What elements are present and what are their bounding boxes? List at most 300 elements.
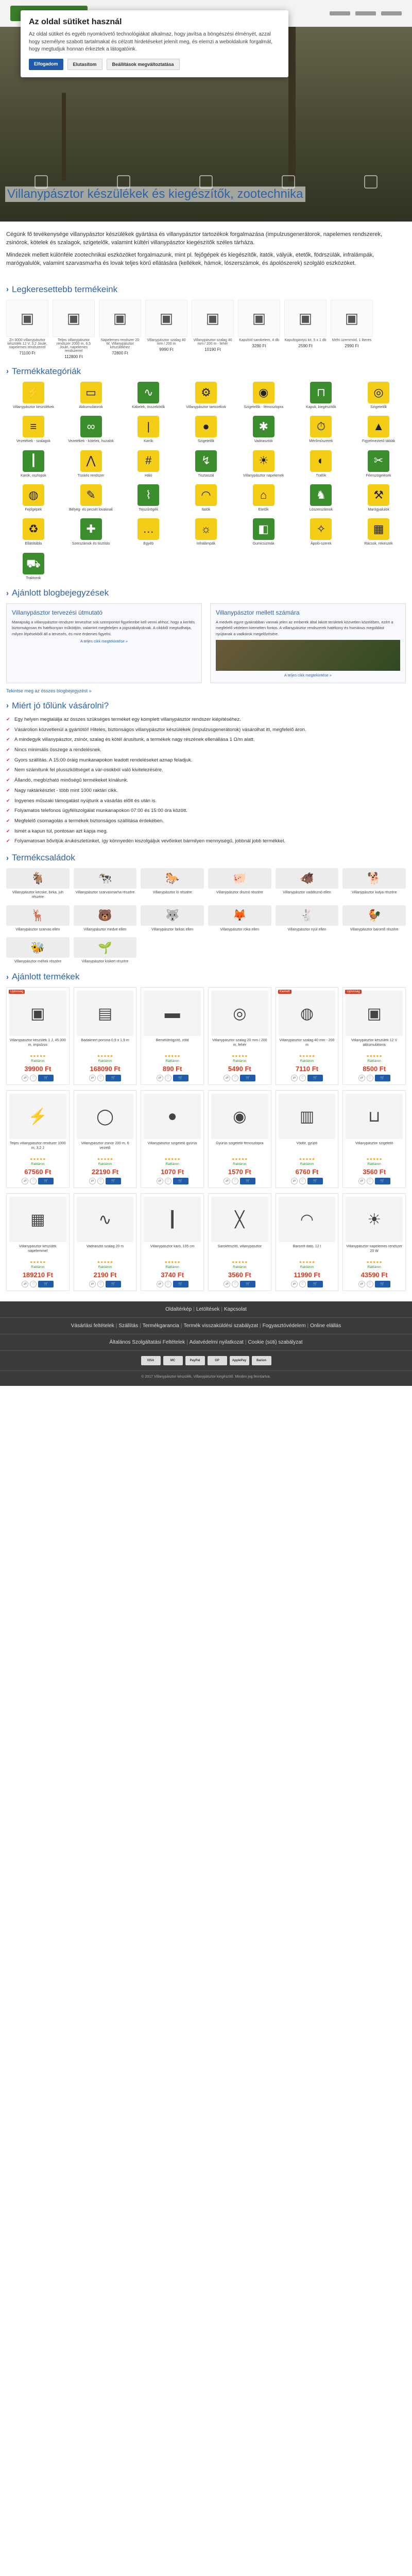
category-item[interactable] [236,382,291,410]
cart-button[interactable]: 🛒 [106,1178,121,1184]
family-item[interactable] [6,905,70,933]
family-label[interactable]: Villanypásztor kecske, birka, juh részére [12,891,64,899]
category-icon[interactable]: ◐ [310,450,332,472]
cart-button[interactable]: 🛒 [38,1075,54,1081]
category-label[interactable]: Tejszűrögék [139,507,158,512]
category-label[interactable]: Itatók [201,507,211,512]
product-card[interactable] [342,1193,406,1291]
family-animal-icon[interactable]: 🐐 [6,868,70,889]
product-image[interactable]: ▣ [53,300,95,337]
product-card[interactable] [342,987,406,1085]
category-label[interactable]: Gumicsizmák [252,542,274,546]
heart-icon[interactable]: ♡ [30,1178,37,1184]
cart-button[interactable]: 🛒 [375,1075,390,1081]
product-image[interactable]: ▣ [192,300,234,337]
product-card[interactable] [276,1193,339,1291]
heart-icon[interactable]: ♡ [232,1178,238,1184]
family-item[interactable] [342,905,406,933]
family-animal-icon[interactable]: 🐻 [74,905,137,926]
footer-link[interactable]: Kapcsolat [224,1307,247,1313]
product-image[interactable]: ▬ [144,991,201,1036]
blog-more-link[interactable]: A teljes cikk megtekintése » [284,672,332,677]
all-blog-link[interactable]: Tekintse meg az összes blogbejegyzést » [6,688,92,693]
heart-icon[interactable]: ♡ [165,1281,171,1287]
compare-icon[interactable]: ⇄ [157,1178,163,1184]
category-icon[interactable]: ◠ [195,484,217,506]
product-name[interactable]: Villanypásztor készülék napelemmel [19,1245,57,1253]
product-image[interactable]: ╳ [211,1197,268,1242]
category-item[interactable] [64,382,118,410]
category-item[interactable] [236,484,291,512]
family-label[interactable]: Villanypásztor szarvas ellen [15,927,60,931]
product-name[interactable]: Villanypásztor készülék 12 V akkumulátorra [351,1039,398,1047]
heart-icon[interactable]: ♡ [299,1281,306,1287]
category-label[interactable]: Traktorok [26,576,41,580]
product-name[interactable]: Vadriasztó szalag 20 m [86,1245,124,1249]
category-label[interactable]: Infralámpák [196,542,216,546]
compare-icon[interactable]: ⇄ [89,1178,96,1184]
blog-card-title[interactable]: Villanypásztor mellett számára [216,609,300,617]
product-name[interactable]: Bádaknert porcina 0,9 x 1,9 m [81,1039,129,1043]
heart-icon[interactable]: ♡ [97,1075,104,1081]
family-label[interactable]: Villanypásztor róka ellen [220,927,260,931]
compare-icon[interactable]: ⇄ [22,1178,28,1184]
footer-link[interactable]: Cookie (süti) szabályzat [248,1340,303,1346]
family-label[interactable]: Villanypásztor medve ellen [83,927,127,931]
category-icon[interactable]: ⚒ [368,484,389,506]
product-name[interactable]: Bemélőtrögzítő, zöld [156,1039,189,1043]
category-label[interactable]: Etetők [258,507,269,512]
product-name[interactable]: Vödör, gyűjtő [296,1142,318,1146]
family-animal-icon[interactable]: 🌱 [74,937,137,958]
cart-button[interactable]: 🛒 [106,1075,121,1081]
product-card[interactable] [74,987,137,1085]
product-image[interactable]: ▥ [279,1094,336,1139]
compare-icon[interactable]: ⇄ [358,1178,365,1184]
product-image[interactable]: ┃ [144,1197,201,1242]
cart-button[interactable]: 🛒 [307,1075,323,1081]
category-item[interactable] [351,382,406,410]
category-label[interactable]: Figyelmeztető táblák [362,439,396,444]
category-label[interactable]: Vezetékek - szalagok [16,439,50,444]
product-card[interactable] [208,1090,271,1188]
compare-icon[interactable]: ⇄ [89,1075,96,1081]
heart-icon[interactable]: ♡ [299,1178,306,1184]
product-image[interactable]: ◯ [77,1094,134,1139]
category-icon[interactable]: ▭ [80,382,102,403]
family-animal-icon[interactable]: 🐎 [141,868,204,889]
product-image[interactable]: ▣ [6,300,48,337]
category-item[interactable] [236,416,291,444]
family-item[interactable] [276,868,339,900]
category-label[interactable]: Villanypásztor készülékek [12,405,54,409]
family-animal-icon[interactable]: 🐓 [342,905,406,926]
category-icon[interactable]: ∞ [80,416,102,437]
product-image[interactable]: ▦ [9,1197,66,1242]
compare-icon[interactable]: ⇄ [291,1281,298,1287]
product-name[interactable]: Villanypásztor szalag 20 mm / 200 m, fehér [212,1039,267,1047]
cart-button[interactable]: 🛒 [106,1281,121,1287]
category-label[interactable]: Fejőgépek [25,507,42,512]
product-name[interactable]: Villanypásztor készülék 1 J, 45.000 m, impulzus [9,1039,66,1047]
family-item[interactable] [276,905,339,933]
category-icon[interactable]: ⌂ [253,484,274,506]
family-label[interactable]: Villanypásztor kutya részére [351,891,397,895]
product-name[interactable]: Gyűrűs szigetelő fémoszlopra [216,1142,264,1146]
category-label[interactable]: Tüskés rendszer [77,473,105,478]
category-item[interactable] [236,518,291,546]
product-image[interactable]: ⚡ [9,1094,66,1139]
product-image[interactable]: ▣ [9,991,66,1036]
cart-button[interactable]: 🛒 [375,1281,390,1287]
category-label[interactable]: Trafók [316,473,327,478]
category-item[interactable] [351,518,406,546]
compare-icon[interactable]: ⇄ [224,1281,230,1287]
category-item[interactable] [121,416,176,444]
compare-icon[interactable]: ⇄ [224,1178,230,1184]
family-label[interactable]: Villanypásztor baromfi részére [350,927,399,931]
family-item[interactable] [141,905,204,933]
family-label[interactable]: Villanypásztor vaddisznó ellen [283,891,331,895]
heart-icon[interactable]: ♡ [367,1075,373,1081]
footer-link[interactable]: Termékgarancia [142,1323,179,1329]
family-animal-icon[interactable]: 🐇 [276,905,339,926]
category-icon[interactable]: ⚙ [195,382,217,403]
family-animal-icon[interactable]: 🐝 [6,937,70,958]
family-animal-icon[interactable]: 🐗 [276,868,339,889]
cart-button[interactable]: 🛒 [307,1281,323,1287]
product-image[interactable]: ∿ [77,1197,134,1242]
category-item[interactable] [6,553,61,581]
category-item[interactable] [64,518,118,546]
category-icon[interactable]: ┃ [23,450,44,472]
category-label[interactable]: Villanypásztor napelemek [243,473,284,478]
family-item[interactable] [74,868,137,900]
best-product-card[interactable] [99,300,141,359]
product-card[interactable] [141,1193,204,1291]
cart-button[interactable]: 🛒 [240,1281,255,1287]
category-label[interactable]: Szigetelők [197,439,215,444]
best-product-card[interactable] [284,300,327,359]
product-image[interactable]: ⊔ [346,1094,403,1139]
category-label[interactable]: Vezetékek - kötelek, huzalok [68,439,114,444]
category-icon[interactable]: ♻ [23,518,44,540]
compare-icon[interactable]: ⇄ [291,1178,298,1184]
footer-link[interactable]: Vásárlási feltételek [71,1323,114,1329]
product-card[interactable] [276,987,339,1085]
heart-icon[interactable]: ♡ [367,1178,373,1184]
category-label[interactable]: Karók, oszlopok [20,473,46,478]
category-item[interactable] [351,484,406,512]
product-image[interactable]: ▣ [331,300,373,337]
footer-link[interactable]: Fogyasztóvédelem [262,1323,306,1329]
heart-icon[interactable]: ♡ [165,1075,171,1081]
compare-icon[interactable]: ⇄ [224,1075,230,1081]
product-image[interactable]: ◉ [211,1094,268,1139]
product-name[interactable]: Villanypásztor szigetelő [355,1142,393,1146]
category-icon[interactable]: ⌇ [138,484,159,506]
product-image[interactable]: ▣ [284,300,327,337]
cart-button[interactable]: 🛒 [307,1178,323,1184]
best-product-card[interactable] [145,300,187,359]
category-label[interactable]: Szigetelők [370,405,387,409]
category-item[interactable] [294,518,349,546]
category-label[interactable]: Lószerszámok [309,507,333,512]
category-label[interactable]: Bélyeg- és pecsét lovaknak [68,507,113,512]
cart-button[interactable]: 🛒 [38,1281,54,1287]
product-image[interactable]: ▣ [238,300,280,337]
product-image[interactable]: ▤ [77,991,134,1036]
product-image[interactable]: ◠ [279,1197,336,1242]
best-product-card[interactable] [238,300,280,359]
heart-icon[interactable]: ♡ [299,1075,306,1081]
family-label[interactable]: Villanypásztor ló részére [152,891,192,895]
category-label[interactable]: Mérőműszerek [309,439,333,444]
family-animal-icon[interactable]: 🐺 [141,905,204,926]
nav-icon[interactable] [364,175,377,189]
product-name[interactable]: Zn 3000 villanypásztor készülék 12 V, 3,2 Joule, napelemes rendszerrel [7,338,47,349]
product-name[interactable]: Villanypásztor szalag 40 mm - 200 m [279,1039,335,1047]
product-name[interactable]: Teljes villanypásztor rendszer 1000 m, 3,2 J [9,1142,66,1150]
cookie-settings-button[interactable]: Beállítások megváltoztatása [107,59,180,70]
product-card[interactable] [74,1193,137,1291]
category-label[interactable]: Fémszögelések [366,473,391,478]
category-icon[interactable]: ⋀ [80,450,102,472]
blog-card[interactable] [210,603,406,683]
footer-link[interactable]: Szállítás [118,1323,139,1329]
category-item[interactable] [121,382,176,410]
category-icon[interactable]: ✚ [80,518,102,540]
product-card[interactable] [208,1193,271,1291]
best-product-card[interactable] [6,300,48,359]
product-image[interactable]: ▣ [145,300,187,337]
product-card[interactable] [74,1090,137,1188]
family-label[interactable]: Villanypásztor méhek részére [14,960,62,964]
category-item[interactable] [179,416,233,444]
family-label[interactable]: Villanypásztor nyúl ellen [287,927,327,931]
category-icon[interactable]: ⛟ [23,553,44,574]
best-product-card[interactable] [331,300,373,359]
footer-link[interactable]: Letöltések [196,1307,220,1313]
family-item[interactable] [208,905,271,933]
compare-icon[interactable]: ⇄ [291,1075,298,1081]
category-icon[interactable]: ∿ [138,382,159,403]
heart-icon[interactable]: ♡ [165,1178,171,1184]
category-icon[interactable]: ▲ [368,416,389,437]
header-link[interactable] [381,11,402,15]
category-label[interactable]: Háló [145,473,152,478]
compare-icon[interactable]: ⇄ [358,1281,365,1287]
cart-button[interactable]: 🛒 [173,1075,188,1081]
product-name[interactable]: Napelemes rendszer 20 W, Villanypásztor készülékhez [100,338,140,349]
category-icon[interactable]: # [138,450,159,472]
category-item[interactable] [121,518,176,546]
product-image[interactable]: ◍ [279,991,336,1036]
category-icon[interactable]: ◎ [368,382,389,403]
product-name[interactable]: Villanypásztor szalag 40 mm / 200 m - fehér [193,338,232,346]
category-icon[interactable]: ◧ [253,518,274,540]
category-icon[interactable]: ↯ [195,450,217,472]
category-item[interactable] [294,450,349,478]
product-card[interactable] [6,987,70,1085]
category-icon[interactable]: ⊓ [310,382,332,403]
heart-icon[interactable]: ♡ [97,1281,104,1287]
heart-icon[interactable]: ♡ [367,1281,373,1287]
footer-link[interactable]: Online elállás [310,1323,341,1329]
product-image[interactable]: ☀ [346,1197,403,1242]
category-icon[interactable]: | [138,416,159,437]
category-icon[interactable]: ● [195,416,217,437]
category-icon[interactable]: ⚡ [23,382,44,403]
category-item[interactable] [64,416,118,444]
heart-icon[interactable]: ♡ [232,1075,238,1081]
compare-icon[interactable]: ⇄ [358,1075,365,1081]
category-icon[interactable]: ☼ [195,518,217,540]
cart-button[interactable]: 🛒 [240,1075,255,1081]
product-card[interactable] [276,1090,339,1188]
footer-link[interactable]: Általános Szolgáltatási Feltételek [109,1340,185,1346]
category-item[interactable] [121,484,176,512]
product-image[interactable]: ◎ [211,991,268,1036]
category-icon[interactable]: … [138,518,159,540]
category-item[interactable] [351,450,406,478]
category-icon[interactable]: ◉ [253,382,274,403]
product-name[interactable]: Baromfi itató, 12 l [293,1245,321,1249]
product-name[interactable]: Villanypásztor szigetelő gyűrűs [147,1142,197,1146]
family-label[interactable]: Villanypásztor farkas ellen [151,927,194,931]
product-name[interactable]: Méhi üzemmód, 1 literes [332,338,372,342]
cart-button[interactable]: 🛒 [240,1178,255,1184]
category-item[interactable] [294,484,349,512]
product-image[interactable]: ▣ [346,991,403,1036]
category-icon[interactable]: ▦ [368,518,389,540]
best-product-card[interactable] [53,300,95,359]
family-animal-icon[interactable]: 🐖 [208,868,271,889]
product-name[interactable]: Villanypásztor napelemes rendszer 20 W [346,1245,403,1253]
category-icon[interactable]: ≡ [23,416,44,437]
cart-button[interactable]: 🛒 [38,1178,54,1184]
header-link[interactable] [355,11,376,15]
category-item[interactable] [6,518,61,546]
product-name[interactable]: Teljes villanypásztor rendszer 2000 m, 6,5 Joule, napelemes rendszerrel [56,338,91,353]
category-label[interactable]: Akkumulátorok [79,405,103,409]
compare-icon[interactable]: ⇄ [89,1281,96,1287]
family-animal-icon[interactable]: 🐄 [74,868,137,889]
product-card[interactable] [6,1090,70,1188]
category-label[interactable]: Szigetelők - fémoszlopra [244,405,284,409]
footer-link[interactable]: Oldaltérkép [165,1307,192,1313]
category-label[interactable]: Ápoló-szerek [310,542,332,546]
category-icon[interactable]: ◍ [23,484,44,506]
product-name[interactable]: Villanypásztor karó, 105 cm [150,1245,195,1249]
category-label[interactable]: Karók [144,439,153,444]
family-label[interactable]: Villanypásztor disznó részére [216,891,263,895]
cart-button[interactable]: 🛒 [173,1178,188,1184]
product-name[interactable]: Sarokfeszítő, villanypásztor [217,1245,262,1249]
family-label[interactable]: Villanypásztor szarvasmarha részére [75,891,135,895]
category-label[interactable]: Szerszámok és tisztítás [72,542,110,546]
family-animal-icon[interactable]: 🐕 [342,868,406,889]
family-item[interactable] [208,868,271,900]
category-item[interactable] [6,382,61,410]
category-icon[interactable]: ✎ [80,484,102,506]
category-icon[interactable]: ✧ [310,518,332,540]
family-item[interactable] [6,868,70,900]
category-item[interactable] [294,416,349,444]
product-image[interactable]: ▣ [99,300,141,337]
category-item[interactable] [121,450,176,478]
product-card[interactable] [141,987,204,1085]
category-item[interactable] [351,416,406,444]
category-label[interactable]: Egyéb [143,542,154,546]
product-image[interactable]: ● [144,1094,201,1139]
category-label[interactable]: Rácsok, rekeszek [364,542,393,546]
category-label[interactable]: Kapuk, kiegészítők [306,405,336,409]
product-card[interactable] [6,1193,70,1291]
category-icon[interactable]: ✱ [253,416,274,437]
cart-button[interactable]: 🛒 [173,1281,188,1287]
family-item[interactable] [141,868,204,900]
category-item[interactable] [179,450,233,478]
cookie-accept-button[interactable]: Elfogadom [29,59,63,70]
header-link[interactable] [330,11,350,15]
compare-icon[interactable]: ⇄ [157,1281,163,1287]
product-name[interactable]: Villanypásztor zsinór 200 m, 6 vezető [81,1142,129,1150]
category-item[interactable] [64,484,118,512]
compare-icon[interactable]: ⇄ [22,1075,28,1081]
category-label[interactable]: Tisztaszál [198,473,214,478]
heart-icon[interactable]: ♡ [30,1075,37,1081]
cart-button[interactable]: 🛒 [375,1178,390,1184]
family-item[interactable] [342,868,406,900]
category-item[interactable] [6,484,61,512]
category-icon[interactable]: ⏱ [310,416,332,437]
product-name[interactable]: Kapufogantyú kit, 5 x 1 db [284,338,327,342]
footer-link[interactable]: Adatvédelmi nyilatkozat [189,1340,244,1346]
blog-more-link[interactable]: A teljes cikk megtekintése » [80,638,128,643]
product-name[interactable]: Villanypásztor szalag 40 mm / 200 m [147,338,186,346]
category-icon[interactable]: ☀ [253,450,274,472]
family-animal-icon[interactable]: 🦊 [208,905,271,926]
footer-link[interactable]: Termék visszaküldési szabályzat [183,1323,258,1329]
cookie-reject-button[interactable]: Elutasítom [67,59,102,70]
product-card[interactable] [141,1090,204,1188]
category-icon[interactable]: ♞ [310,484,332,506]
category-item[interactable] [6,450,61,478]
product-card[interactable] [208,987,271,1085]
category-item[interactable] [179,518,233,546]
blog-card-title[interactable]: Villanypásztor tervezési útmutató [12,609,102,617]
heart-icon[interactable]: ♡ [30,1281,37,1287]
family-item[interactable] [74,905,137,933]
category-label[interactable]: Villanypásztor tartozékok [186,405,226,409]
category-label[interactable]: Vadriasztók [254,439,273,444]
category-label[interactable]: Ellátótábla [25,542,42,546]
family-label[interactable]: Villanypásztor kiskert részére [81,960,129,964]
heart-icon[interactable]: ♡ [97,1178,104,1184]
category-label[interactable]: Marógyalulók [368,507,389,512]
category-item[interactable] [179,382,233,410]
best-product-card[interactable] [192,300,234,359]
blog-card[interactable] [6,603,202,683]
heart-icon[interactable]: ♡ [232,1281,238,1287]
category-item[interactable] [6,416,61,444]
category-item[interactable] [64,450,118,478]
category-icon[interactable]: ✂ [368,450,389,472]
product-card[interactable] [342,1090,406,1188]
family-animal-icon[interactable]: 🦌 [6,905,70,926]
category-item[interactable] [294,382,349,410]
